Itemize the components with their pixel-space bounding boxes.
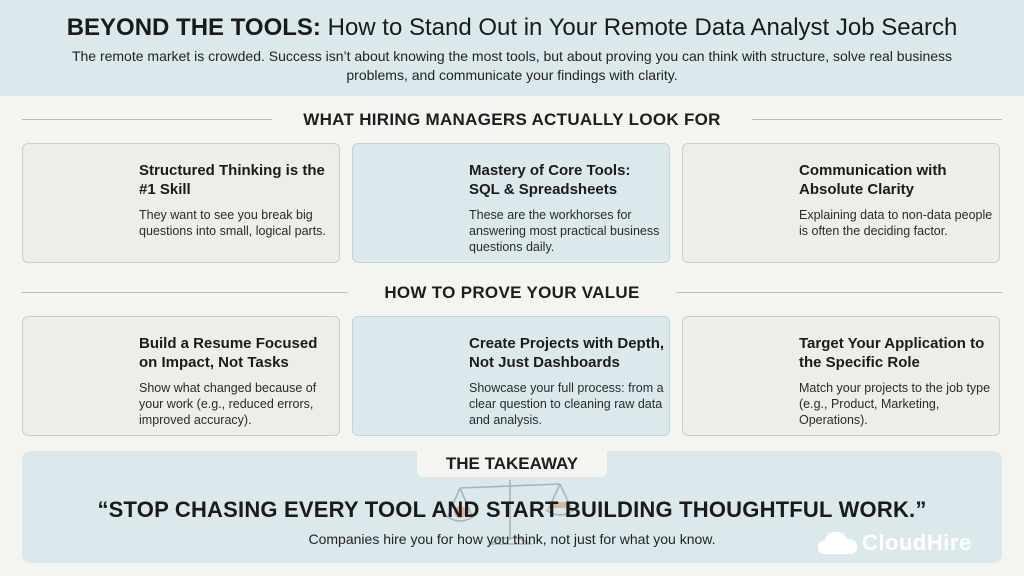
brand-name: CloudHire [862, 530, 972, 555]
section-heading-prove [22, 281, 1002, 305]
page-subtitle: The remote market is crowded. Success isn’t about knowing the most tools, but about proving you can think with structure, solve real business problems, and communicate your findings with clarity. [71, 48, 953, 83]
card-resume-impact [22, 316, 340, 436]
card-body: Showcase your full process: from a clear question to cleaning raw data and analysis. [469, 381, 664, 427]
card-title: Structured Thinking is the #1 Skill [139, 162, 325, 198]
takeaway-subtext: Companies hire you for how you think, not just for what you know. [308, 531, 716, 547]
section-heading-look-for [22, 108, 1002, 132]
card-target-application [682, 316, 1000, 436]
section-title: WHAT HIRING MANAGERS ACTUALLY LOOK FOR [303, 110, 721, 129]
card-body: These are the workhorses for answering most practical business questions daily. [469, 208, 660, 254]
card-projects-depth [352, 316, 670, 436]
card-body: Show what changed because of your work (e.g., reduced errors, improved accuracy). [139, 381, 317, 427]
card-communication [682, 143, 1000, 263]
card-title: Target Your Application to the Specific Role [799, 335, 985, 371]
card-title: Create Projects with Depth, Not Just Dashboards [469, 335, 665, 371]
card-body: Explaining data to non-data people is often the deciding factor. [799, 208, 993, 238]
brand-logo [816, 528, 996, 558]
page-title [0, 13, 1024, 43]
card-body: They want to see you break big questions into small, logical parts. [139, 208, 326, 238]
title-bold: BEYOND THE TOOLS: [66, 14, 321, 41]
cloud-icon [816, 528, 860, 558]
takeaway-quote: “STOP CHASING EVERY TOOL AND START BUILDING THOUGHTFUL WORK.” [97, 497, 927, 522]
card-body: Match your projects to the job type (e.g., Product, Marketing, Operations). [799, 381, 991, 427]
card-title: Mastery of Core Tools: SQL & Spreadsheets [469, 162, 631, 198]
header-banner [0, 0, 1024, 96]
card-structured-thinking [22, 143, 340, 263]
card-title: Build a Resume Focused on Impact, Not Tasks [139, 335, 318, 371]
takeaway-label: THE TAKEAWAY [417, 451, 607, 477]
section-title: HOW TO PROVE YOUR VALUE [384, 283, 640, 302]
card-core-tools [352, 143, 670, 263]
title-rest: How to Stand Out in Your Remote Data Analyst Job Search [320, 14, 958, 41]
card-title: Communication with Absolute Clarity [799, 162, 947, 198]
